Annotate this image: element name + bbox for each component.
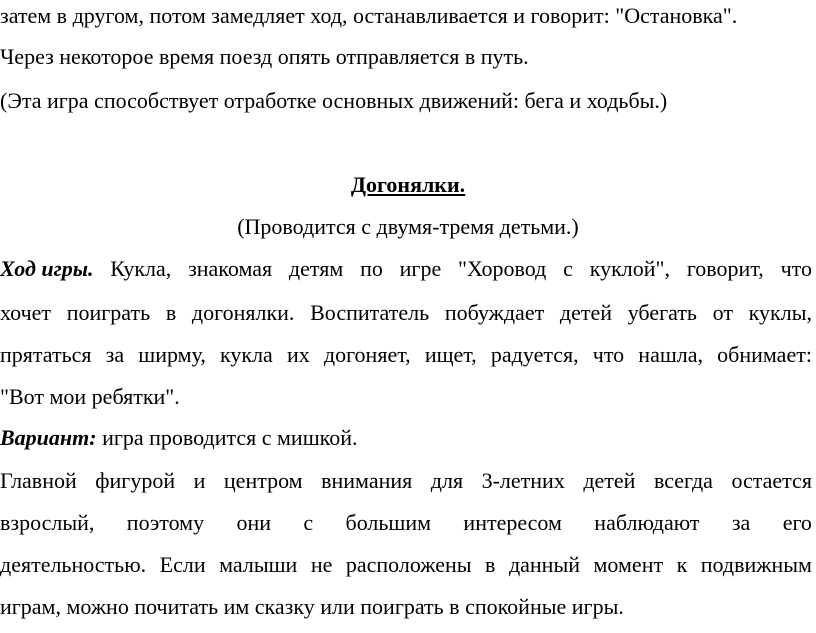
word: центром	[223, 468, 303, 493]
section-subtitle: (Проводится с двумя-тремя детьми.)	[237, 214, 579, 239]
word: момент	[593, 552, 664, 577]
word: детям	[288, 256, 344, 281]
word: ищет,	[424, 342, 477, 367]
word: детей	[583, 468, 636, 493]
word: подвижным	[700, 552, 812, 577]
word: и	[193, 468, 206, 493]
word: ширму,	[138, 342, 206, 367]
word: Главной	[0, 468, 77, 493]
variant-text: игра проводится с мишкой.	[102, 425, 358, 450]
word: что	[780, 256, 812, 281]
word: обнимает:	[717, 342, 812, 367]
word: для	[430, 468, 464, 493]
word: Кукла,	[110, 256, 172, 281]
word: его	[782, 510, 812, 535]
word: прятаться	[0, 342, 92, 367]
paragraph-line: затем в другом, потом замедляет ход, останавливается и говорит: "Остановка".	[0, 3, 738, 28]
word: игре	[399, 256, 442, 281]
game-course-label: Ход игры.	[0, 256, 94, 281]
word: 3-летних	[481, 468, 565, 493]
word: куклы,	[748, 300, 812, 325]
word: куклой",	[589, 256, 671, 281]
word: от	[712, 300, 733, 325]
word: наблюдают	[594, 510, 700, 535]
word: догонялки.	[191, 300, 295, 325]
paragraph-line: (Эта игра способствует отработке основных движений: бега и ходьбы.)	[0, 88, 668, 113]
word: говорит,	[686, 256, 764, 281]
word: малыши	[219, 552, 298, 577]
word: данный	[508, 552, 580, 577]
word: "Хоровод	[458, 256, 547, 281]
word: убегать	[627, 300, 697, 325]
word: за	[105, 342, 125, 367]
word: поиграть	[66, 300, 151, 325]
word: внимания	[321, 468, 413, 493]
word: нашла,	[638, 342, 704, 367]
word: в	[485, 552, 496, 577]
word: радуется,	[490, 342, 579, 367]
word: их	[286, 342, 310, 367]
word: побуждает	[444, 300, 545, 325]
game-course-line	[0, 256, 812, 282]
variant-label: Вариант:	[0, 425, 97, 450]
word: что	[592, 342, 625, 367]
justified-line	[0, 468, 812, 494]
word: с	[563, 256, 573, 281]
word: догоняет,	[323, 342, 411, 367]
justified-line	[0, 342, 812, 368]
variant-line	[0, 425, 816, 451]
word: кукла	[220, 342, 273, 367]
word: хочет	[0, 300, 52, 325]
word: к	[676, 552, 688, 577]
paragraph-line: играм, можно почитать им сказку или поиграть в спокойные игры.	[0, 594, 624, 619]
word: всегда	[653, 468, 713, 493]
paragraph-line: Через некоторое время поезд опять отправляется в путь.	[0, 44, 529, 69]
word: за	[731, 510, 751, 535]
word: взрослый,	[0, 510, 95, 535]
word: Воспитатель	[310, 300, 430, 325]
justified-line	[0, 552, 812, 578]
justified-line	[0, 510, 812, 536]
word: знакомая	[188, 256, 273, 281]
paragraph-line: "Вот мои ребятки".	[0, 384, 180, 409]
word: деятельностью.	[0, 552, 147, 577]
word: с	[303, 510, 314, 535]
justified-line	[0, 300, 812, 326]
word: расположены	[345, 552, 472, 577]
word: интересом	[463, 510, 562, 535]
word: поэтому	[126, 510, 205, 535]
word: фигурой	[95, 468, 176, 493]
word: детей	[559, 300, 613, 325]
word: по	[360, 256, 383, 281]
section-title: Догонялки.	[350, 172, 466, 197]
word: Если	[159, 552, 206, 577]
word: в	[165, 300, 177, 325]
word: остается	[731, 468, 812, 493]
word: они	[236, 510, 272, 535]
word: не	[310, 552, 333, 577]
word: большим	[345, 510, 432, 535]
